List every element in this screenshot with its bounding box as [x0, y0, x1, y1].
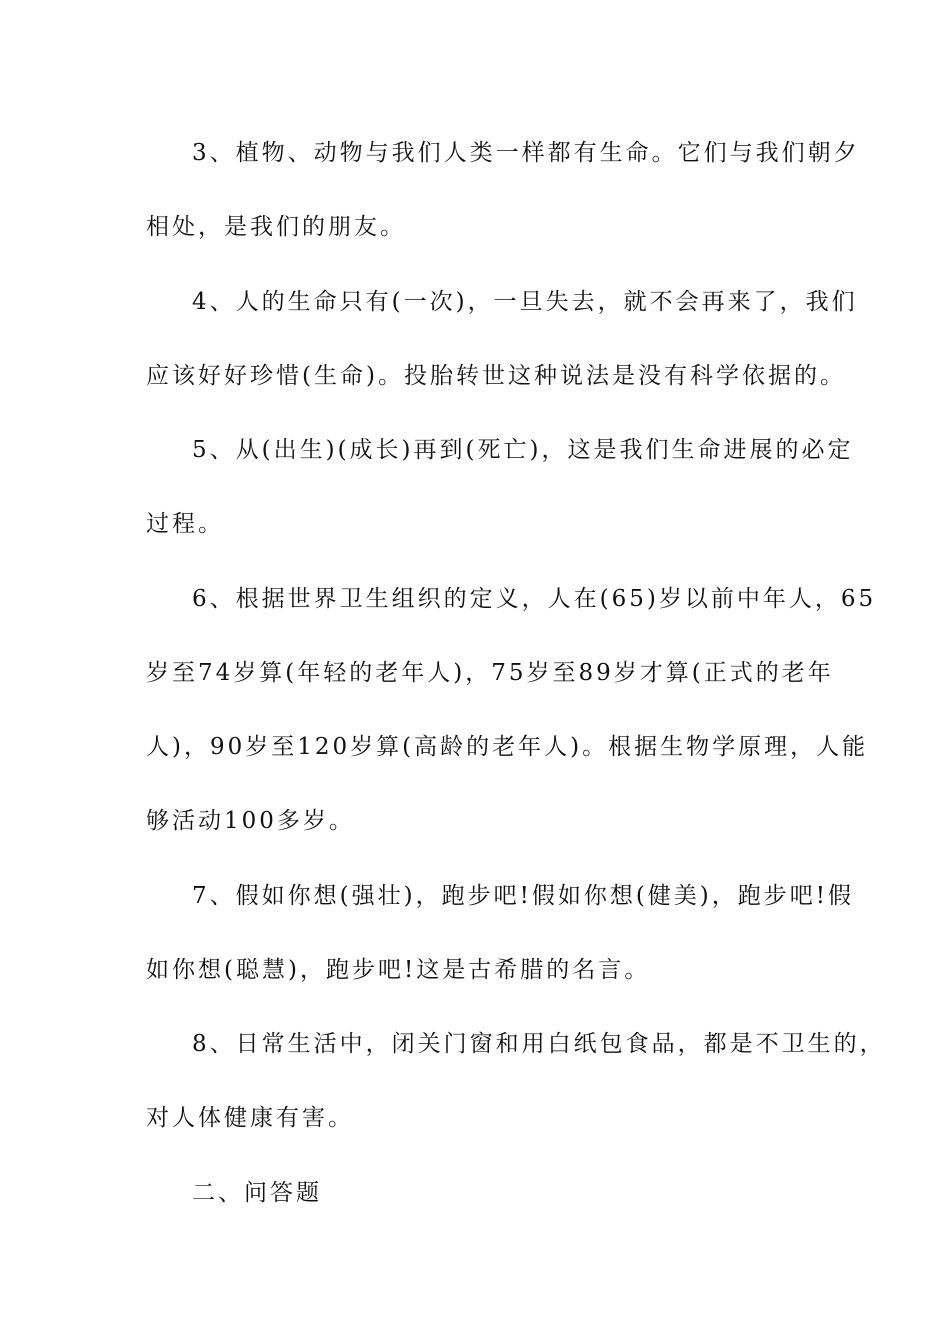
- item-6-line-2: 岁至74岁算(年轻的老年人)，75岁至89岁才算(正式的老年: [146, 660, 834, 686]
- item-7-line-1: 7、假如你想(强壮)，跑步吧!假如你想(健美)，跑步吧!假: [192, 883, 855, 909]
- item-8-line-2: 对人体健康有害。: [146, 1105, 354, 1131]
- section-heading: 二、问答题: [192, 1180, 322, 1206]
- item-6-line-4: 够活动100多岁。: [146, 808, 355, 834]
- item-6-line-3: 人)，90岁至120岁算(高龄的老年人)。根据生物学原理，人能: [146, 734, 869, 760]
- item-3-line-1: 3、植物、动物与我们人类一样都有生命。它们与我们朝夕: [192, 140, 860, 166]
- item-6-line-1: 6、根据世界卫生组织的定义，人在(65)岁以前中年人，65: [192, 586, 877, 612]
- item-8-line-1: 8、日常生活中，闭关门窗和用白纸包食品，都是不卫生的，: [192, 1031, 886, 1057]
- item-4-line-2: 应该好好珍惜(生命)。投胎转世这种说法是没有科学依据的。: [146, 363, 846, 389]
- item-7-line-2: 如你想(聪慧)，跑步吧!这是古希腊的名言。: [146, 957, 651, 983]
- item-3-line-2: 相处，是我们的朋友。: [146, 214, 406, 240]
- item-4-line-1: 4、人的生命只有(一次)，一旦失去，就不会再来了，我们: [192, 289, 858, 315]
- item-5-line-1: 5、从(出生)(成长)再到(死亡)，这是我们生命进展的必定: [192, 437, 854, 463]
- item-5-line-2: 过程。: [146, 511, 224, 537]
